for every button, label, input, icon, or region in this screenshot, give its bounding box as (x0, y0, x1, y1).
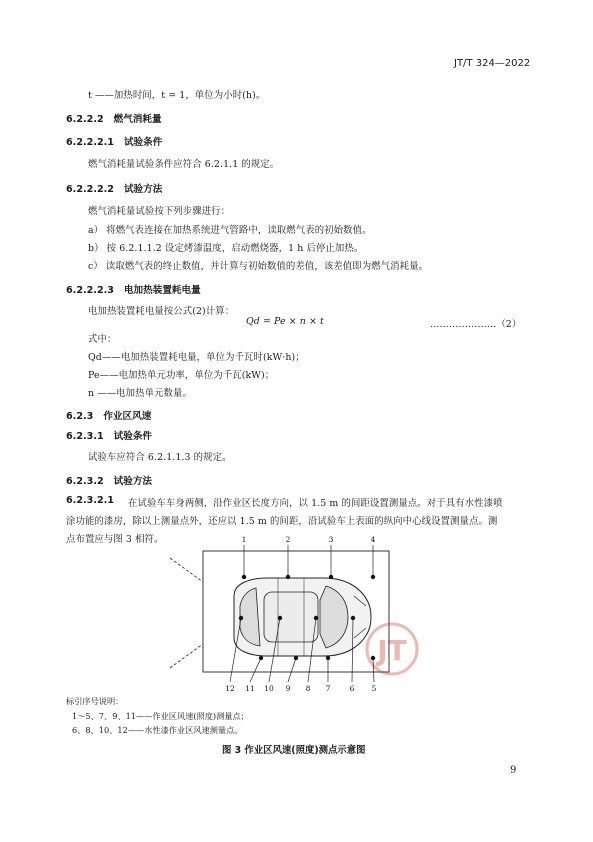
heading-title: 作业区风速 (103, 411, 152, 422)
heading-number: 6.2.2.2.1 (66, 137, 114, 148)
measurement-point (314, 616, 318, 620)
paragraph-line-2: 涂功能的漆房，除以上测量点外，还应以 1.5 m 的间距，沿试验车上表面的纵向中心线设置测量点。测 (66, 516, 498, 527)
measurement-point (371, 656, 375, 660)
heading-6-2-3-2-1: 6.2.3.2.1 (66, 495, 114, 506)
list-item-a: a） 将燃气表连接在加热系统进气管路中，读取燃气表的初始数值。 (88, 225, 372, 236)
legend-line-1: 1～5、7、9、11——作业区风速(照度)测量点； (72, 711, 249, 721)
heading-title: 燃气消耗量 (113, 114, 162, 125)
watermark-text: JT (377, 634, 407, 667)
heading-title: 试验方法 (123, 184, 163, 195)
measurement-point (239, 616, 243, 620)
heading-title: 试验方法 (113, 476, 153, 487)
paragraph: 电加热装置耗电量按公式(2)计算： (88, 306, 235, 317)
where-label: 式中： (88, 334, 117, 345)
heading-number: 6.2.3.1 (66, 431, 104, 442)
list-item-c: c） 读取燃气表的终止数值，并计算与初始数值的差值，该差值即为燃气消耗量。 (88, 261, 429, 272)
heading-title: 试验条件 (123, 137, 163, 148)
point-label-bottom: 8 (305, 684, 311, 692)
list-item-b: b） 按 6.2.1.1.2 设定烤漆温度，启动燃烧器，1 h 后停止加热。 (88, 243, 364, 254)
measurement-point (351, 616, 355, 620)
definition-pe: Pe——电加热单元功率，单位为千瓦(kW)； (88, 370, 275, 381)
measurement-point (294, 656, 298, 660)
heading-6-2-3 (66, 408, 151, 422)
standard-number: JT/T 324—2022 (454, 58, 531, 69)
point-label-bottom: 7 (325, 684, 331, 692)
formula: Qd = Pe × n × t (246, 316, 324, 327)
heading-title: 电加热装置耗电量 (123, 285, 201, 296)
paragraph: 燃气消耗量试验按下列步骤进行： (88, 206, 231, 217)
definition-qd: Qd——电加热装置耗电量，单位为千瓦时(kW·h)； (88, 352, 305, 363)
legend-title: 标引序号说明： (66, 696, 124, 706)
jt-watermark-logo (367, 624, 417, 674)
point-label-top: 1 (241, 536, 247, 544)
heading-number: 6.2.2.2 (66, 114, 104, 125)
heading-6-2-3-1 (66, 428, 152, 442)
heading-6-2-2-2-1 (66, 134, 162, 148)
point-label-top: 4 (370, 536, 376, 544)
page-number: 9 (510, 765, 517, 776)
car-top-view (234, 578, 371, 656)
figure-3-diagram (168, 536, 426, 692)
heading-number: 6.2.3 (66, 411, 94, 422)
point-label-bottom: 9 (285, 684, 291, 692)
measurement-point (259, 656, 263, 660)
leader-line (373, 658, 374, 682)
point-label-bottom: 11 (245, 684, 255, 692)
point-label-bottom: 6 (349, 684, 355, 692)
legend-line-2: 6、8、10、12——水性漆作业区风速测量点。 (72, 725, 243, 735)
dashed-line-top-left (170, 558, 203, 582)
paragraph-line-3: 点布置应与图 3 相符。 (66, 534, 164, 545)
figure-caption: 图 3 作业区风速(照度)测点示意图 (222, 745, 366, 756)
measurement-point (242, 575, 246, 579)
heading-title: 试验条件 (113, 431, 153, 442)
leader-line (288, 658, 296, 682)
definition-n: n ——电加热单元数量。 (88, 388, 192, 399)
dashed-line-bottom-left (170, 644, 203, 668)
measurement-point (278, 616, 282, 620)
paragraph: 试验车应符合 6.2.1.1.3 的规定。 (88, 452, 232, 463)
point-label-bottom: 12 (225, 684, 235, 692)
measurement-point (371, 575, 375, 579)
heading-6-2-2-2-3 (66, 282, 201, 296)
measurement-point (326, 656, 330, 660)
point-label-bottom: 10 (264, 684, 274, 692)
figure-3-svg (168, 536, 426, 692)
point-label-bottom: 5 (371, 684, 377, 692)
measurement-point (329, 575, 333, 579)
heading-number: 6.2.2.2.3 (66, 285, 114, 296)
heading-number: 6.2.2.2.2 (66, 184, 114, 195)
heading-6-2-3-2 (66, 473, 152, 487)
formula-number: …………………（2） (430, 319, 522, 330)
heading-number: 6.2.3.2 (66, 476, 104, 487)
leader-line (250, 658, 261, 682)
heading-6-2-2-2-2 (66, 181, 162, 195)
point-label-top: 3 (328, 536, 334, 544)
t-definition: t ——加热时间，t = 1，单位为小时(h)。 (88, 90, 266, 101)
measurement-point (286, 575, 290, 579)
heading-6-2-2-2 (66, 111, 162, 125)
paragraph: 燃气消耗量试验条件应符合 6.2.1.1 的规定。 (88, 159, 280, 170)
paragraph-line-1: 在试验车车身两侧，沿作业区长度方向，以 1.5 m 的间距设置测量点。对于具有水性漆喷 (128, 498, 503, 509)
point-label-top: 2 (285, 536, 291, 544)
